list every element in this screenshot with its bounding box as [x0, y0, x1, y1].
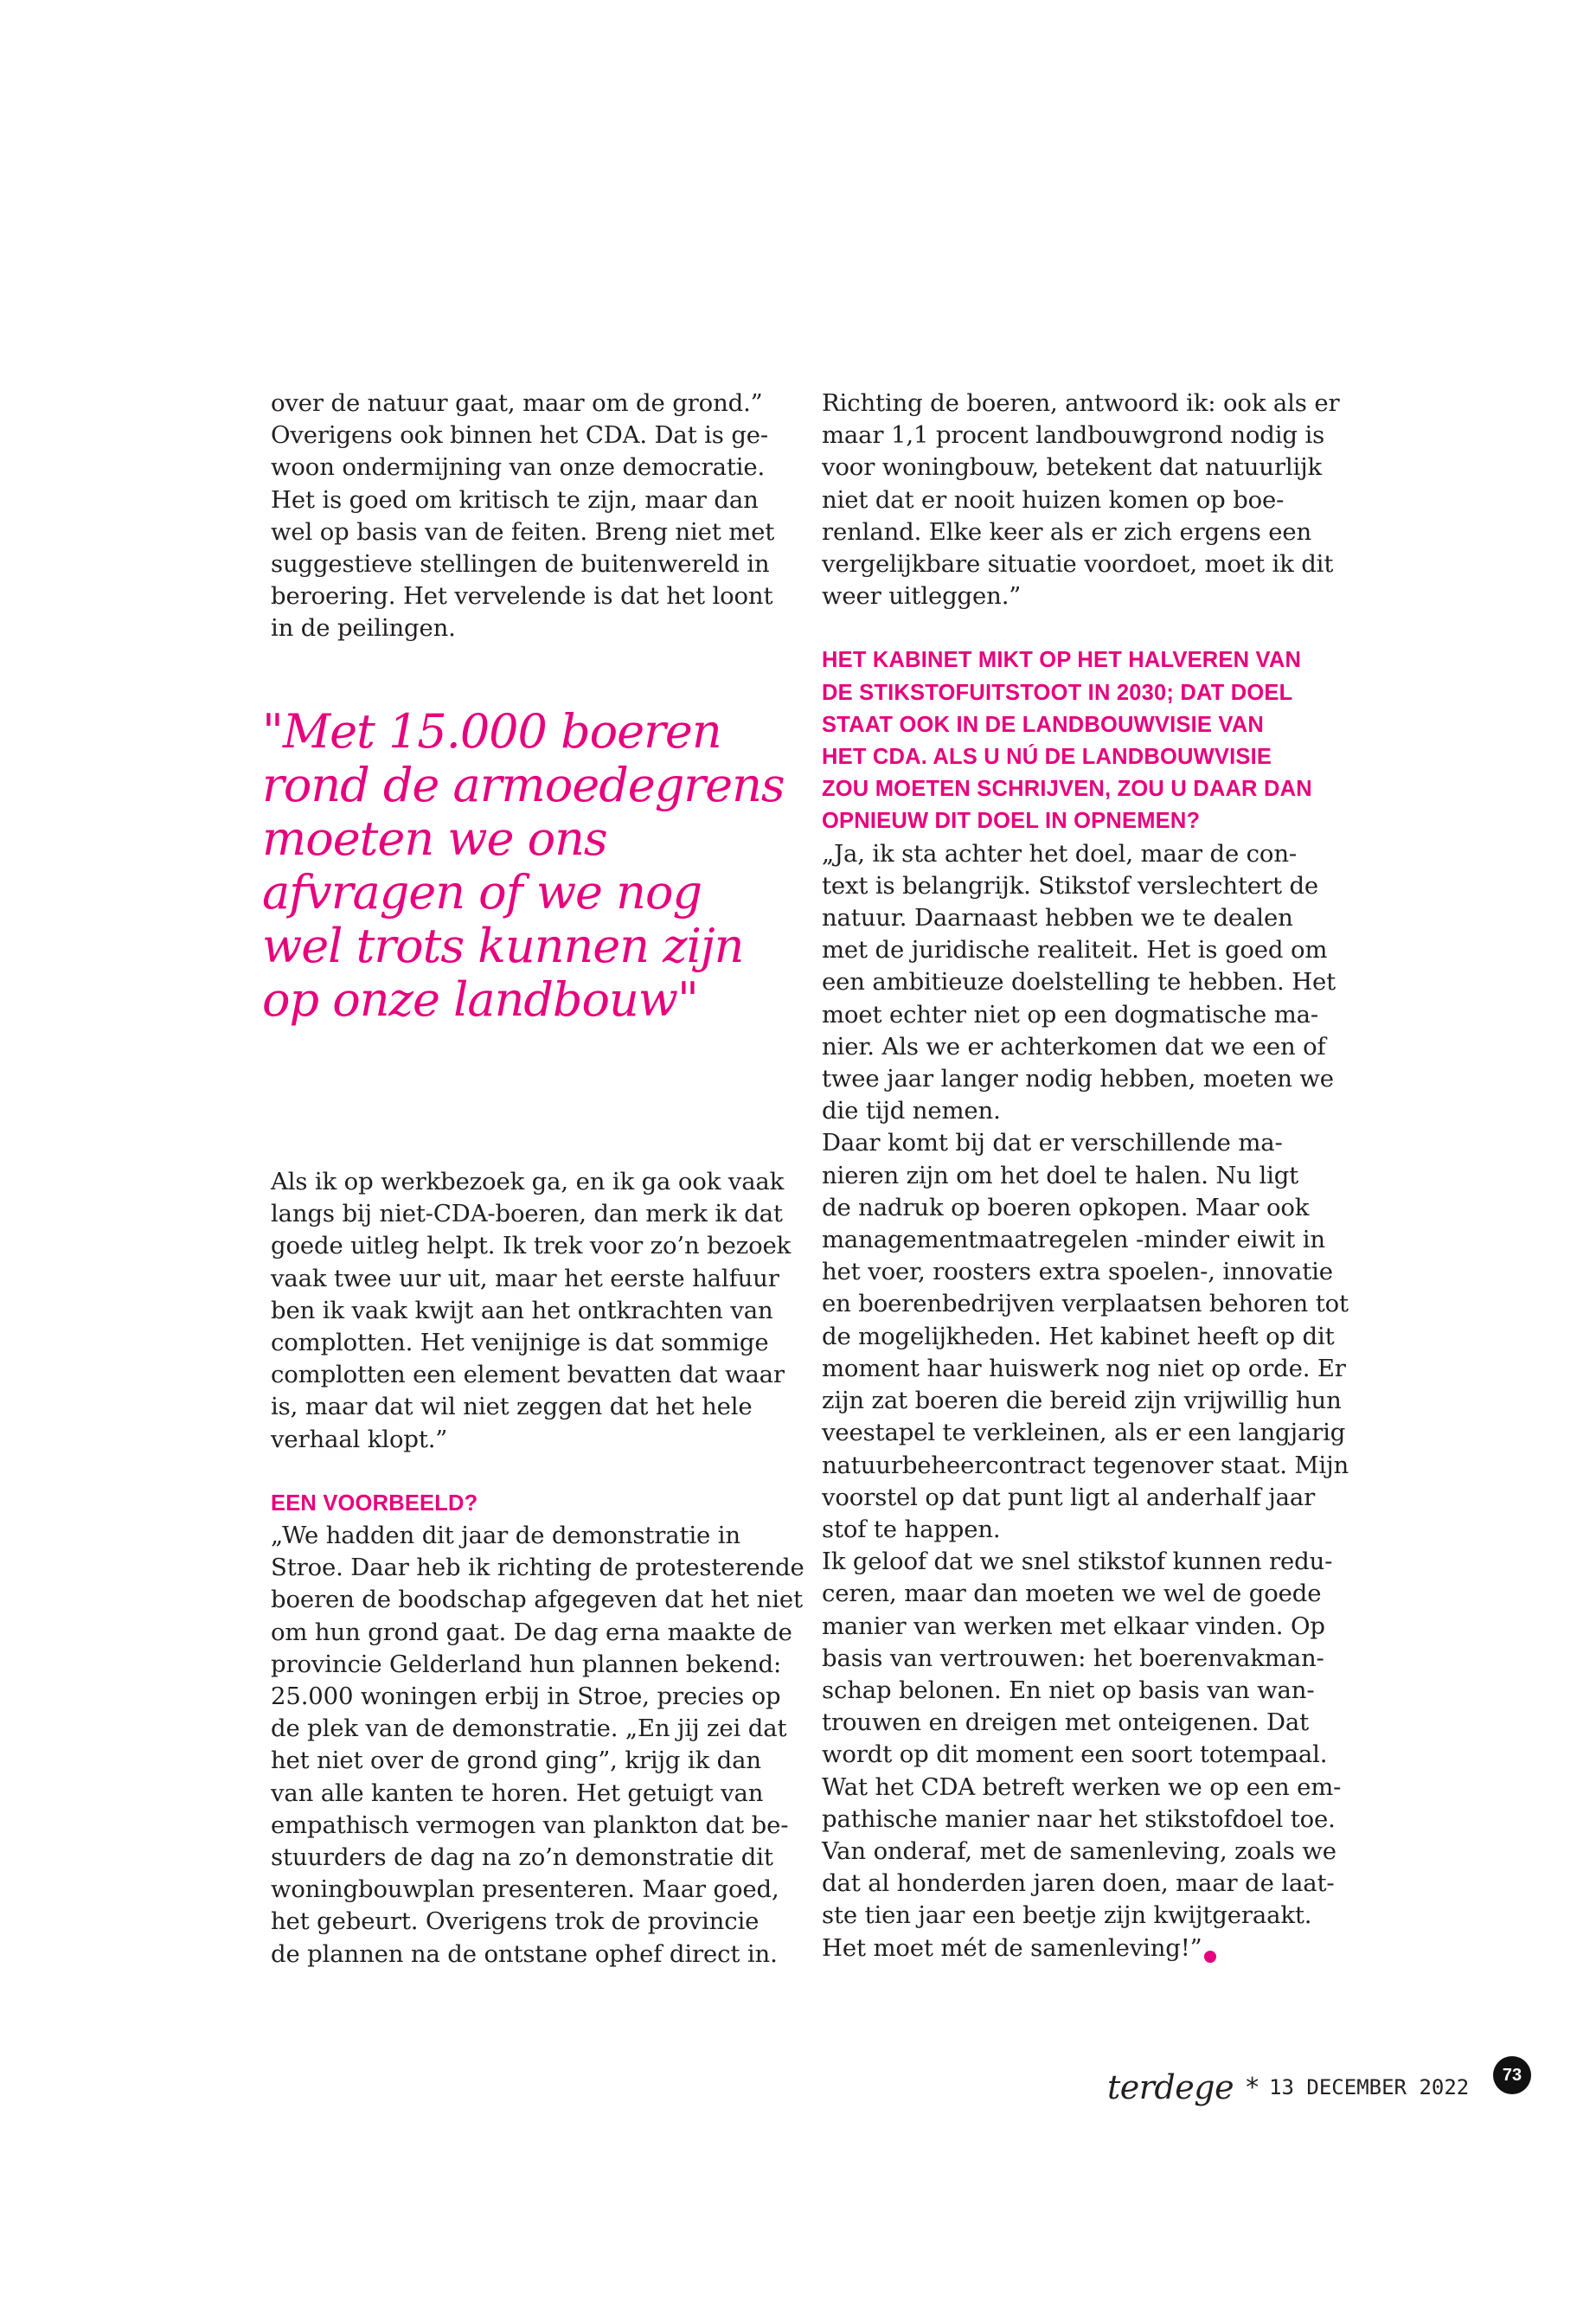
magazine-logo: terdege — [1107, 2068, 1234, 2106]
text-line: is, maar dat wil niet zeggen dat het hele — [271, 1393, 753, 1421]
text-line: die tijd nemen. — [822, 1097, 1001, 1125]
text-line: langs bij niet-CDA-boeren, dan merk ik dat — [271, 1200, 783, 1228]
text-line: 25.000 woningen erbij in Stroe, precies op — [271, 1682, 781, 1711]
text-line: in de peilingen. — [271, 614, 456, 643]
text-line: provincie Gelderland hun plannen bekend: — [271, 1650, 782, 1678]
right-para-4 — [822, 1546, 1358, 1965]
quote-line: moeten we ons — [262, 811, 607, 866]
text-line — [822, 1932, 1358, 1965]
right-para-1 — [822, 388, 1358, 612]
quote-line: "Met 15.000 boeren — [262, 704, 721, 759]
text-line: Als ik op werkbezoek ga, en ik ga ook vaak — [271, 1168, 785, 1195]
text-line: en boerenbedrijven verplaatsen behoren tot — [822, 1290, 1349, 1318]
quote-line: afvragen of we nog — [262, 865, 702, 920]
text-line: nieren zijn om het doel te halen. Nu ligt — [822, 1161, 1299, 1189]
text-line: een ambitieuze doelstelling te hebben. Het — [822, 968, 1336, 997]
page-footer — [1107, 2066, 1469, 2109]
text-line: trouwen en dreigen met onteigenen. Dat — [822, 1708, 1309, 1737]
right-para-3 — [822, 1127, 1358, 1546]
question-line: DE STIKSTOFUITSTOOT IN 2030; DAT DOEL — [822, 680, 1293, 705]
text-line: zijn zat boeren die bereid zijn vrijwillig hun — [822, 1387, 1342, 1415]
text-line: het gebeurt. Overigens trok de provincie — [271, 1907, 760, 1936]
text-line: de mogelijkheden. Het kabinet heeft op dit — [822, 1322, 1335, 1350]
text-line: weer uitleggen.” — [822, 582, 1022, 611]
text-line: „We hadden dit jaar de demonstratie in — [271, 1522, 740, 1550]
text-line: natuurbeheercontract tegenover staat. Mijn — [822, 1451, 1349, 1479]
text-line: stuurders de dag na zo’n demonstratie dit — [271, 1843, 773, 1872]
text-line: Daar komt bij dat er verschillende ma- — [822, 1129, 1283, 1157]
text-line: het voer, roosters extra spoelen-, innovatie — [822, 1258, 1333, 1286]
question-line: OPNIEUW DIT DOEL IN OPNEMEN? — [822, 809, 1201, 834]
text-line: veestapel te verkleinen, als er een langjarig — [822, 1419, 1346, 1447]
text-line: „Ja, ik sta achter het doel, maar de con- — [822, 839, 1298, 868]
text-line: van alle kanten te horen. Het getuigt van — [271, 1779, 764, 1807]
separator-asterisk: * — [1246, 2072, 1259, 2103]
left-para-2 — [271, 1166, 800, 1456]
text-line: Richting de boeren, antwoord ik: ook als er — [822, 389, 1340, 417]
text-line: woon ondermijning van onze democratie. — [271, 453, 766, 482]
left-para-3 — [271, 1520, 804, 1971]
text-line: met de juridische realiteit. Het is goed om — [822, 936, 1328, 965]
question-line: HET CDA. ALS U NÚ DE LANDBOUWVISIE — [822, 745, 1272, 770]
text-line: text is belangrijk. Stikstof verslechtert de — [822, 871, 1319, 900]
text-line: ceren, maar dan moeten we wel de goede — [822, 1580, 1322, 1608]
question-line: ZOU MOETEN SCHRIJVEN, ZOU U DAAR DAN — [822, 777, 1312, 802]
text-line: Ik geloof dat we snel stikstof kunnen redu- — [822, 1548, 1333, 1576]
left-para-1 — [271, 388, 800, 645]
quote-line: rond de armoedegrens — [262, 758, 785, 812]
text-line: suggestieve stellingen de buitenwereld in — [271, 550, 770, 579]
issue-date: 13 DECEMBER 2022 — [1269, 2075, 1470, 2099]
text-line: het niet over de grond ging”, krijg ik dan — [271, 1747, 761, 1775]
text-line: beroering. Het vervelende is dat het loont — [271, 582, 773, 611]
text-line: boeren de boodschap afgegeven dat het niet — [271, 1586, 803, 1614]
text-line: basis van vertrouwen: het boerenvakman- — [822, 1644, 1324, 1672]
end-mark-dot — [1204, 1951, 1216, 1963]
text-line: wordt op dit moment een soort totempaal. — [822, 1740, 1328, 1769]
text-line: wel op basis van de feiten. Breng niet met — [271, 517, 775, 546]
right-column — [822, 388, 1358, 1965]
text-line: manier van werken met elkaar vinden. Op — [822, 1612, 1325, 1640]
left-column-bottom — [271, 1166, 804, 1971]
text-line: goede uitleg helpt. Ik trek voor zo’n bezoek — [271, 1232, 792, 1260]
text-line: pathische manier naar het stikstofdoel toe. — [822, 1804, 1336, 1833]
spacer — [271, 1456, 800, 1488]
text-line: natuur. Daarnaast hebben we te dealen — [822, 904, 1293, 933]
text-line: de plek van de demonstratie. „En jij zei dat — [271, 1715, 787, 1743]
text-line: vergelijkbare situatie voordoet, moet ik dit — [822, 550, 1334, 579]
text-line: empathisch vermogen van plankton dat be- — [271, 1811, 789, 1839]
text-line: complotten. Het venijnige is dat sommige — [271, 1329, 769, 1357]
text-line: maar 1,1 procent landbouwgrond nodig is — [822, 421, 1325, 450]
text-line: moment haar huiswerk nog niet op orde. Er — [822, 1354, 1346, 1382]
last-line-text: Het moet mét de samenleving!” — [822, 1933, 1202, 1962]
question-line: HET KABINET MIKT OP HET HALVEREN VAN — [822, 648, 1302, 673]
text-line: moet echter niet op een dogmatische ma- — [822, 1000, 1319, 1029]
text-line: woningbouwplan presenteren. Maar goed, — [271, 1875, 779, 1904]
text-line: verhaal klopt.” — [271, 1425, 448, 1453]
right-para-2 — [822, 838, 1358, 1128]
text-line: voor woningbouw, betekent dat natuurlijk — [822, 453, 1323, 482]
text-line: dat al honderden jaren doen, maar de laat- — [822, 1869, 1335, 1898]
text-line: renland. Elke keer als er zich ergens een — [822, 517, 1312, 546]
pull-quote — [262, 705, 798, 1027]
quote-line: wel trots kunnen zijn — [262, 919, 744, 973]
text-line: schap belonen. En niet op basis van wan- — [822, 1676, 1315, 1704]
interview-question — [822, 644, 1358, 837]
text-line: Het is goed om kritisch te zijn, maar dan — [271, 485, 759, 514]
page-number-badge: 73 — [1493, 2056, 1531, 2094]
section-heading: EEN VOORBEELD? — [271, 1490, 478, 1516]
question-line: STAAT OOK IN DE LANDBOUWVISIE VAN — [822, 712, 1264, 737]
text-line: Van onderaf, met de samenleving, zoals we — [822, 1836, 1336, 1865]
text-line: managementmaatregelen -minder eiwit in — [822, 1226, 1325, 1254]
text-line: twee jaar langer nodig hebben, moeten we — [822, 1065, 1334, 1093]
text-line: niet dat er nooit huizen komen op boe- — [822, 485, 1285, 514]
text-line: over de natuur gaat, maar om de grond.” — [271, 389, 763, 417]
text-line: de plannen na de ontstane ophef direct in. — [271, 1939, 778, 1968]
text-line: voorstel op dat punt ligt al anderhalf jaar — [822, 1483, 1316, 1511]
quote-line: op onze landbouw" — [262, 972, 698, 1027]
text-line: vaak twee uur uit, maar het eerste halfuur — [271, 1264, 779, 1292]
spacer — [822, 612, 1358, 644]
text-line: Stroe. Daar heb ik richting de protesterende — [271, 1554, 804, 1582]
text-line: Overigens ook binnen het CDA. Dat is ge- — [271, 421, 769, 450]
text-line: Wat het CDA betreft werken we op een em- — [822, 1772, 1342, 1801]
text-line: ste tien jaar een beetje zijn kwijtgeraakt. — [822, 1901, 1312, 1930]
text-line: nier. Als we er achterkomen dat we een of — [822, 1032, 1326, 1061]
text-line: de nadruk op boeren opkopen. Maar ook — [822, 1193, 1310, 1221]
text-line: stof te happen. — [822, 1515, 1001, 1543]
text-line: om hun grond gaat. De dag erna maakte de — [271, 1618, 792, 1646]
text-line: complotten een element bevatten dat waar — [271, 1361, 785, 1389]
left-column-top — [271, 388, 800, 645]
text-line: ben ik vaak kwijt aan het ontkrachten van — [271, 1296, 773, 1324]
